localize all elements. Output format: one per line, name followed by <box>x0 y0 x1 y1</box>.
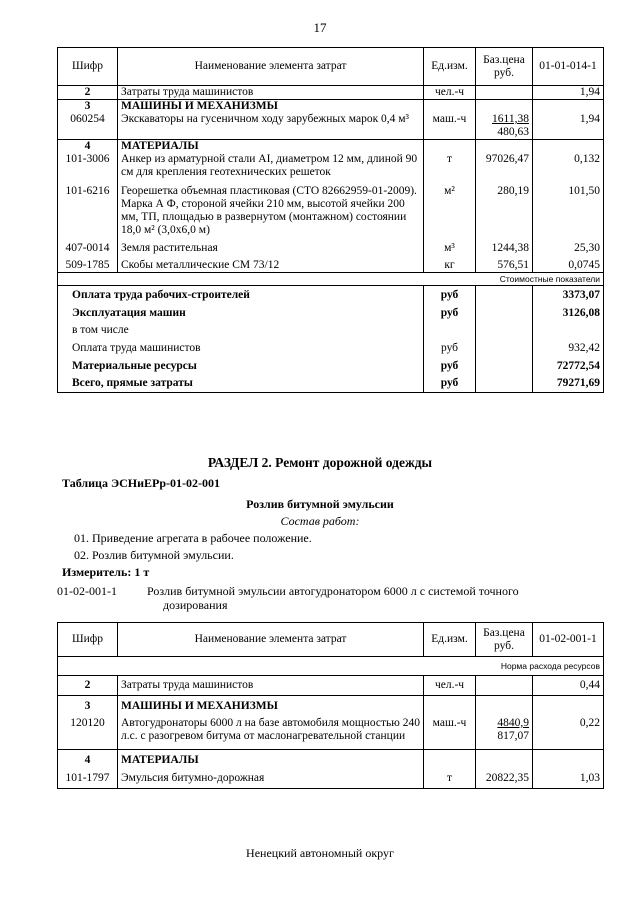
table-row <box>58 237 604 255</box>
summary-name: Всего, прямые затраты <box>58 373 424 393</box>
summary-unit: руб <box>424 302 476 320</box>
name-cell: Затраты труда машинистов <box>118 676 424 696</box>
table-row <box>58 767 604 789</box>
unit-cell: чел.-ч <box>424 676 476 696</box>
table-row <box>58 750 604 768</box>
price-cell: 20822,35 <box>476 767 533 789</box>
item-description-cont: дозирования <box>163 598 228 612</box>
code-cell: 2 <box>58 86 118 100</box>
header-unit: Ед.изм. <box>424 623 476 657</box>
header-code: Шифр <box>58 623 118 657</box>
summary-row <box>58 320 604 337</box>
table-row <box>58 153 604 179</box>
summary-row <box>58 286 604 303</box>
table-row <box>58 676 604 696</box>
table-header-row <box>58 623 604 657</box>
header-name: Наименование элемента затрат <box>118 48 424 86</box>
value-cell: 1,94 <box>533 113 604 140</box>
price-cell: 97026,47 <box>476 153 533 179</box>
works-title: Состав работ: <box>280 514 360 528</box>
name-cell: Анкер из арматурной стали AI, диаметром 12 мм, длиной 90 см для крепления геотехнических решеток <box>118 153 424 179</box>
unit-cell: маш.-ч <box>424 113 476 140</box>
name-cell: Скобы металлические СМ 73/12 <box>118 255 424 273</box>
header-unit: Ед.изм. <box>424 48 476 86</box>
resource-table-1 <box>57 47 604 393</box>
summary-unit: руб <box>424 286 476 303</box>
header-code: Шифр <box>58 48 118 86</box>
summary-row <box>58 337 604 355</box>
value-cell: 1,94 <box>533 86 604 100</box>
code-cell: 060254 <box>58 113 118 140</box>
code-cell: 4 <box>58 750 118 768</box>
name-cell: Земля растительная <box>118 237 424 255</box>
name-cell: Затраты труда машинистов <box>118 86 424 100</box>
price-wage: 480,63 <box>497 126 529 138</box>
header-name: Наименование элемента затрат <box>118 623 424 657</box>
value-cell: 25,30 <box>533 237 604 255</box>
region-footer: Ненецкий автономный округ <box>246 846 394 860</box>
table-row <box>58 100 604 114</box>
code-cell: 3 <box>58 100 118 114</box>
table-row <box>58 179 604 237</box>
summary-row <box>58 302 604 320</box>
section-title: РАЗДЕЛ 2. Ремонт дорожной одежды <box>207 455 433 470</box>
section-name-cell: МАШИНЫ И МЕХАНИЗМЫ <box>118 696 424 714</box>
page-number: 17 <box>313 20 327 35</box>
unit-cell: м² <box>424 179 476 237</box>
measure-unit: Измеритель: 1 т <box>62 565 150 579</box>
unit-cell: кг <box>424 255 476 273</box>
name-cell: Автогудронаторы 6000 л на базе автомобиля мощностью 240 л.с. с разогревом битума от маслонагревательной станции <box>118 713 424 750</box>
price-cell <box>476 713 533 750</box>
code-cell: 101-3006 <box>58 153 118 179</box>
cost-indicators-label: Стоимостные показатели <box>58 273 604 286</box>
price-cell: 280,19 <box>476 179 533 237</box>
price-cell: 576,51 <box>476 255 533 273</box>
norm-label: Норма расхода ресурсов <box>58 657 604 676</box>
cost-label-row <box>58 273 604 286</box>
table-id: Таблица ЭСНиЕРр-01-02-001 <box>62 476 221 490</box>
summary-value: 79271,69 <box>533 373 604 393</box>
header-norm: 01-01-014-1 <box>533 48 604 86</box>
summary-name: в том числе <box>58 320 424 337</box>
summary-name: Оплата труда рабочих-строителей <box>58 286 424 303</box>
price-cell <box>476 113 533 140</box>
section-name-cell: МАТЕРИАЛЫ <box>118 140 424 154</box>
code-cell: 2 <box>58 676 118 696</box>
name-cell: Георешетка объемная пластиковая (СТО 82662959-01-2009). Марка А Ф, стороной ячейки 210 мм, высотой ячейки 200 мм, ТП, площадью в развернутом (монтажном) состоянии 18,0 м² (3,0х6,0 м) <box>118 179 424 237</box>
item-code: 01-02-001-1 <box>57 584 117 598</box>
code-cell: 407-0014 <box>58 237 118 255</box>
header-price: Баз.цена руб. <box>476 623 533 657</box>
name-cell: Эмульсия битумно-дорожная <box>118 767 424 789</box>
price-base: 4840,9 <box>497 717 529 729</box>
value-cell: 0,22 <box>533 713 604 750</box>
unit-cell: т <box>424 767 476 789</box>
code-cell: 4 <box>58 140 118 154</box>
section-name-cell: МАШИНЫ И МЕХАНИЗМЫ <box>118 100 424 114</box>
summary-unit: руб <box>424 373 476 393</box>
summary-name: Оплата труда машинистов <box>58 337 424 355</box>
table-row <box>58 696 604 714</box>
table-row <box>58 713 604 750</box>
value-cell: 0,44 <box>533 676 604 696</box>
summary-value: 3373,07 <box>533 286 604 303</box>
price-cell <box>476 86 533 100</box>
section-name-cell: МАТЕРИАЛЫ <box>118 750 424 768</box>
unit-cell: маш.-ч <box>424 713 476 750</box>
table-subtitle: Розлив битумной эмульсии <box>246 497 394 511</box>
table-header-row <box>58 48 604 86</box>
header-price: Баз.цена руб. <box>476 48 533 86</box>
value-cell: 1,03 <box>533 767 604 789</box>
price-base: 1611,38 <box>492 113 529 125</box>
price-cell <box>476 676 533 696</box>
summary-unit: руб <box>424 337 476 355</box>
summary-unit: руб <box>424 355 476 373</box>
unit-cell: чел.-ч <box>424 86 476 100</box>
header-norm: 01-02-001-1 <box>533 623 604 657</box>
table-row <box>58 113 604 140</box>
name-cell: Экскаваторы на гусеничном ходу зарубежных марок 0,4 м³ <box>118 113 424 140</box>
price-cell: 1244,38 <box>476 237 533 255</box>
item-description: Розлив битумной эмульсии автогудронатором 6000 л с системой точного <box>147 584 519 598</box>
summary-name: Эксплуатация машин <box>58 302 424 320</box>
work-item: 02. Розлив битумной эмульсии. <box>74 548 234 562</box>
summary-row <box>58 355 604 373</box>
summary-value: 932,42 <box>533 337 604 355</box>
code-cell: 509-1785 <box>58 255 118 273</box>
norm-label-row <box>58 657 604 676</box>
summary-name: Материальные ресурсы <box>58 355 424 373</box>
table-row <box>58 255 604 273</box>
unit-cell: т <box>424 153 476 179</box>
price-wage: 817,07 <box>497 730 529 742</box>
summary-value: 3126,08 <box>533 302 604 320</box>
code-cell: 3 <box>58 696 118 714</box>
table-row <box>58 86 604 100</box>
value-cell: 0,132 <box>533 153 604 179</box>
summary-value: 72772,54 <box>533 355 604 373</box>
summary-row <box>58 373 604 393</box>
unit-cell: м³ <box>424 237 476 255</box>
code-cell: 120120 <box>58 713 118 750</box>
value-cell: 0,0745 <box>533 255 604 273</box>
code-cell: 101-1797 <box>58 767 118 789</box>
value-cell: 101,50 <box>533 179 604 237</box>
work-item: 01. Приведение агрегата в рабочее положение. <box>74 531 312 545</box>
table-row <box>58 140 604 154</box>
code-cell: 101-6216 <box>58 179 118 237</box>
resource-table-2 <box>57 622 604 789</box>
